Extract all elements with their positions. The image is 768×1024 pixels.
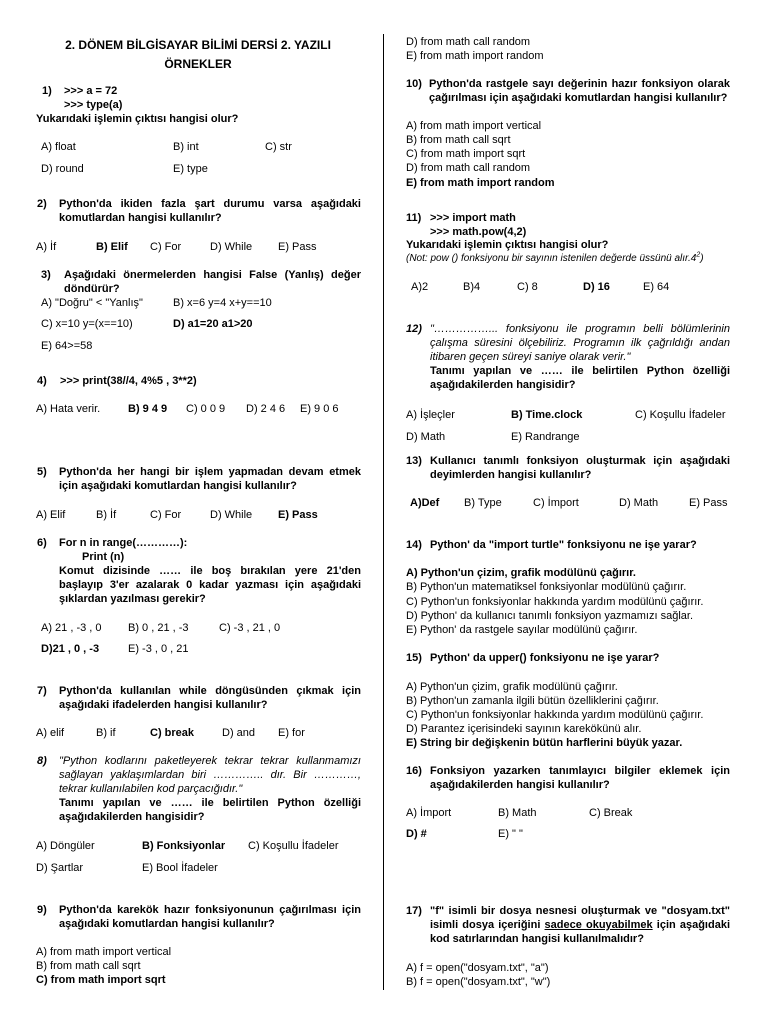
q8-option-d: D) Şartlar — [36, 862, 84, 874]
q17-option-a: A) f = open("dosyam.txt", "a") — [406, 962, 549, 974]
q10-option-b: B) from math call sqrt — [406, 134, 511, 146]
q2-number: 2) — [37, 198, 47, 210]
q12-option-a: A) İşleçler — [406, 409, 455, 421]
q16-option-e: E) " " — [498, 828, 523, 840]
q12-option-b: B) Time.clock — [511, 409, 583, 421]
q14-option-c: C) Python'un fonksiyonlar hakkında yardım modülünü çağırır. — [406, 596, 704, 608]
q11-number: 11) — [406, 212, 422, 224]
q15-option-d: D) Parantez içerisindeki sayının karekökünü alır. — [406, 723, 642, 735]
q9-option-a: A) from math import vertical — [36, 946, 172, 958]
q5-option-e: E) Pass — [278, 509, 318, 521]
q14-option-d: D) Python' da kullanıcı tanımlı fonksiyon yazmamızı sağlar. — [406, 610, 693, 622]
q12-option-d: D) Math — [406, 431, 446, 443]
q13-option-e: E) Pass — [689, 497, 728, 509]
q8-option-c: C) Koşullu İfadeler — [248, 840, 339, 852]
q12-number: 12) — [406, 323, 422, 335]
q12-option-e: E) Randrange — [511, 431, 580, 443]
q6-code-line-2: Print (n) — [82, 551, 125, 563]
q8-text: Tanımı yapılan ve …… ile belirtilen Python özelliği aşağıdakilerden hangisidir? — [59, 797, 361, 823]
q4-number: 4) — [37, 375, 47, 387]
q3-option-a: A) "Doğru" < "Yanlış" — [41, 297, 143, 309]
q16-option-c: C) Break — [589, 807, 633, 819]
q9-option-d: D) from math call random — [406, 36, 531, 48]
q1-option-c: C) str — [265, 141, 292, 153]
q11-code-line-2: >>> math.pow(4,2) — [430, 226, 527, 238]
q15-option-c: C) Python'un fonksiyonlar hakkında yardım modülünü çağırır. — [406, 709, 704, 721]
q5-option-c: C) For — [150, 509, 182, 521]
q16-text: Fonksiyon yazarken tanımlayıcı bilgiler eklemek için aşağıdakilerden hangisi kullanılır? — [430, 765, 730, 791]
q6-text: Komut dizisinde …… ile boş bırakılan yere 21'den başlayıp 3'er azalarak 0 kadar yazması için aşağıdaki şıklardan yazılması gerekir? — [59, 565, 361, 605]
q1-option-e: E) type — [173, 163, 208, 175]
q13-text: Kullanıcı tanımlı fonksiyon oluşturmak için aşağıdaki deyimlerden hangisi kullanılır? — [430, 455, 730, 481]
q8-option-b: B) Fonksiyonlar — [142, 840, 226, 852]
q4-text: >>> print(38//4, 4%5 , 3**2) — [60, 375, 197, 387]
q5-option-d: D) While — [210, 509, 253, 521]
column-divider — [383, 34, 384, 990]
q6-option-e: E) -3 , 0 , 21 — [128, 643, 189, 655]
q10-number: 10) — [406, 78, 422, 90]
q1-number: 1) — [42, 85, 52, 97]
q7-option-d: D) and — [222, 727, 256, 739]
q13-option-a: A)Def — [410, 497, 440, 509]
q9-option-e: E) from math import random — [406, 50, 544, 62]
q10-option-d: D) from math call random — [406, 162, 531, 174]
q1-option-a: A) float — [41, 141, 76, 153]
q3-text: Aşağıdaki önermelerden hangisi False (Yanlış) değer döndürür? — [64, 269, 361, 295]
q14-option-a: A) Python'un çizim, grafik modülünü çağırır. — [406, 567, 636, 579]
q13-option-d: D) Math — [619, 497, 659, 509]
q15-text: Python' da upper() fonksiyonu ne işe yarar? — [430, 652, 660, 664]
q6-code-line-1: For n in range(…………): — [59, 537, 188, 549]
q4-option-a: A) Hata verir. — [36, 403, 101, 415]
q10-text: Python'da rastgele sayı değerinin hazır fonksiyon olarak çağırılması için aşağıdaki komutlardan hangisi kullanılır? — [429, 78, 730, 104]
q11-code-line-1: >>> import math — [430, 212, 516, 224]
q9-option-c: C) from math import sqrt — [36, 974, 166, 986]
q17-option-b: B) f = open("dosyam.txt", "w") — [406, 976, 551, 988]
q4-option-b: B) 9 4 9 — [128, 403, 168, 415]
q2-text: Python'da ikiden fazla şart durumu varsa aşağıdaki komutlardan hangisi kullanılır? — [59, 198, 361, 224]
q8-quote: "Python kodlarını paketleyerek tekrar tekrar kullanmamızı sağlayan yaklaşımlardan biri ………….. dır. Bir …………, tekrar kullanılabilen kod parçacığıdır." — [59, 755, 361, 795]
q1-question: Yukarıdaki işlemin çıktısı hangisi olur? — [36, 113, 239, 125]
q2-option-c: C) For — [150, 241, 182, 253]
q9-number: 9) — [37, 904, 47, 916]
q2-option-d: D) While — [210, 241, 253, 253]
q4-option-e: E) 9 0 6 — [300, 403, 339, 415]
q1-option-b: B) int — [173, 141, 199, 153]
q15-option-b: B) Python'un zamanla ilgili bütün özelliklerini çağırır. — [406, 695, 659, 707]
q1-option-d: D) round — [41, 163, 84, 175]
q3-option-c: C) x=10 y=(x==10) — [41, 318, 133, 330]
q3-number: 3) — [41, 269, 51, 281]
q7-option-a: A) elif — [36, 727, 65, 739]
q3-option-d: D) a1=20 a1>20 — [173, 318, 253, 330]
q7-text: Python'da kullanılan while döngüsünden çıkmak için aşağıdaki ifadelerden hangisi kullanılır? — [59, 685, 361, 711]
q13-option-c: C) İmport — [533, 497, 579, 509]
q2-option-e: E) Pass — [278, 241, 317, 253]
q7-number: 7) — [37, 685, 47, 697]
q16-number: 16) — [406, 765, 422, 777]
q7-option-c: C) break — [150, 727, 195, 739]
title-line-1: 2. DÖNEM BİLGİSAYAR BİLİMİ DERSİ 2. YAZILI — [65, 38, 331, 52]
q11-option-d: D) 16 — [583, 281, 610, 293]
q6-option-b: B) 0 , 21 , -3 — [128, 622, 189, 634]
q12-option-c: C) Koşullu İfadeler — [635, 409, 726, 421]
q16-option-b: B) Math — [498, 807, 537, 819]
q9-option-b: B) from math call sqrt — [36, 960, 141, 972]
q15-option-a: A) Python'un çizim, grafik modülünü çağırır. — [406, 681, 618, 693]
q1-code-line-1: >>> a = 72 — [64, 85, 118, 97]
q8-option-e: E) Bool İfadeler — [142, 862, 218, 874]
q11-option-c: C) 8 — [517, 281, 538, 293]
q6-option-c: C) -3 , 21 , 0 — [219, 622, 281, 634]
q11-note: (Not: pow () fonksiyonu bir sayının istenilen değerde üssünü $alır.4^2$) — [406, 251, 704, 264]
q1-code-line-2: >>> type(a) — [64, 99, 123, 111]
q13-option-b: B) Type — [464, 497, 502, 509]
q4-option-c: C) 0 0 9 — [186, 403, 226, 415]
q2-option-b: B) Elif — [96, 241, 128, 253]
q16-option-d: D) # — [406, 828, 427, 840]
title-line-2: ÖRNEKLER — [164, 57, 232, 71]
q8-number: 8) — [37, 755, 47, 767]
q11-option-b: B)4 — [463, 281, 481, 293]
q7-option-b: B) if — [96, 727, 116, 739]
page-title — [34, 36, 362, 74]
q10-option-a: A) from math import vertical — [406, 120, 542, 132]
q3-option-b: B) x=6 y=4 x+y==10 — [173, 297, 272, 309]
q10-option-e: E) from math import random — [406, 177, 555, 189]
q12-quote: "……………... fonksiyonu ile programın belli bölümlerinin çalışma süresini ölçebiliriz. Programın ilk çağrıldığı andan itibaren geçen süreyi saniye olarak verir." — [430, 323, 730, 363]
q6-number: 6) — [37, 537, 47, 549]
q14-option-b: B) Python'un matematiksel fonksiyonlar modülünü çağırır. — [406, 581, 687, 593]
q9-text: Python'da karekök hazır fonksiyonunun çağırılması için aşağıdaki komutlardan hangisi kullanılır? — [59, 904, 361, 930]
q14-text: Python' da "import turtle" fonksiyonu ne işe yarar? — [430, 539, 697, 551]
q10-option-c: C) from math import sqrt — [406, 148, 526, 160]
q4-option-d: D) 2 4 6 — [246, 403, 286, 415]
q8-option-a: A) Döngüler — [36, 840, 95, 852]
q7-option-e: E) for — [278, 727, 305, 739]
q16-option-a: A) İmport — [406, 807, 452, 819]
q15-number: 15) — [406, 652, 422, 664]
q17-number: 17) — [406, 905, 422, 917]
q6-option-a: A) 21 , -3 , 0 — [41, 622, 102, 634]
q12-text: Tanımı yapılan ve …… ile belirtilen Python özelliği aşağıdakilerden hangisidir? — [430, 365, 730, 391]
q11-question: Yukarıdaki işlemin çıktısı hangisi olur? — [406, 239, 609, 251]
q11-option-e: E) 64 — [643, 281, 670, 293]
q11-option-a: A)2 — [411, 281, 429, 293]
q6-option-d: D)21 , 0 , -3 — [41, 643, 100, 655]
q15-option-e: E) String bir değişkenin bütün harflerini büyük yazar. — [406, 737, 683, 749]
q5-option-a: A) Elif — [36, 509, 66, 521]
q5-option-b: B) İf — [96, 509, 117, 521]
q5-number: 5) — [37, 466, 47, 478]
q14-number: 14) — [406, 539, 422, 551]
q14-option-e: E) Python' da rastgele sayılar modülünü çağırır. — [406, 624, 638, 636]
q13-number: 13) — [406, 455, 422, 467]
q5-text: Python'da her hangi bir işlem yapmadan devam etmek için aşağıdaki komutlardan hangisi kullanılır? — [59, 466, 361, 492]
q2-option-a: A) İf — [36, 241, 57, 253]
q3-option-e: E) 64>=58 — [41, 340, 93, 352]
q17-text: "f" isimli bir dosya nesnesi oluşturmak ve "dosyam.txt" isimli dosya içeriğini sadece okuyabilmek için aşağıdaki kod satırlarından hangisi kullanılmalıdır? — [430, 905, 730, 945]
